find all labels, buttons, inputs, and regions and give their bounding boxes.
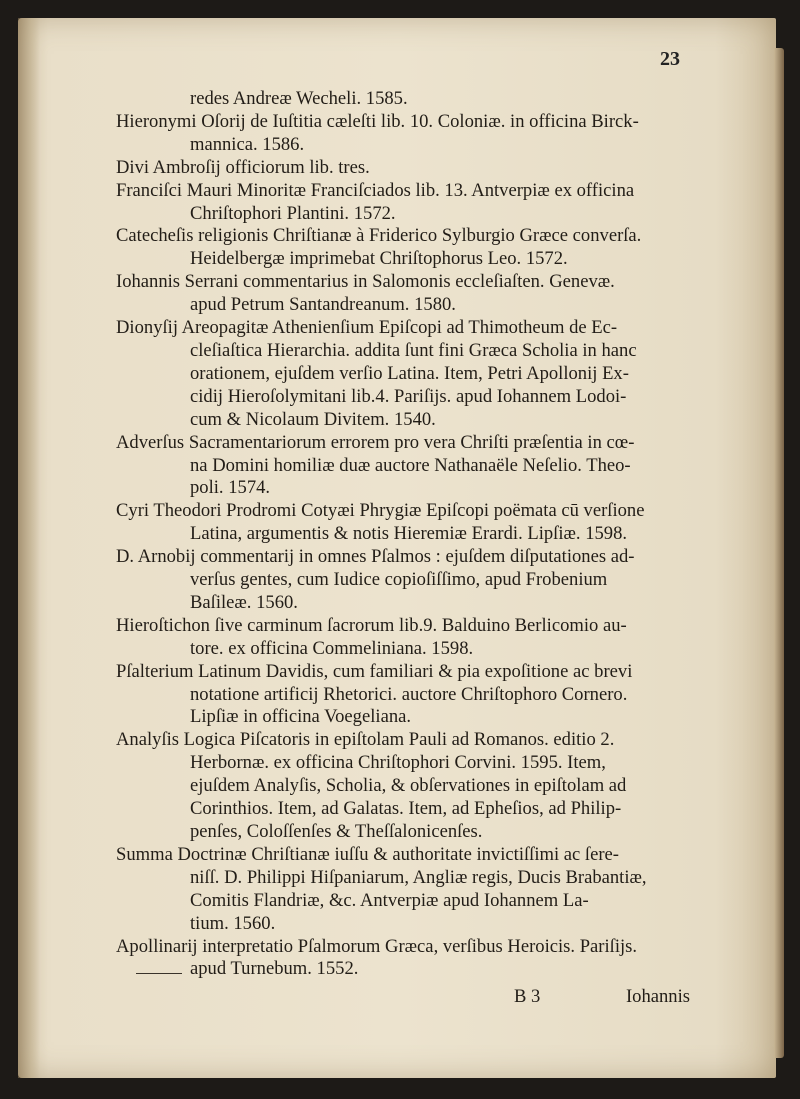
book-page <box>18 18 776 1078</box>
ornament-rule <box>136 973 182 974</box>
text-line: cum & Nicolaum Divitem. 1540. <box>190 408 436 430</box>
text-line: Analyſis Logica Piſcatoris in epiſtolam Pauli ad Romanos. editio 2. <box>116 729 615 751</box>
text-line: Divi Ambroſij officiorum lib. tres. <box>116 156 370 178</box>
text-line: Apollinarij interpretatio Pſalmorum Græca, verſibus Heroicis. Pariſijs. <box>116 935 638 957</box>
page-number: 23 <box>660 48 680 70</box>
text-line: Adverſus Sacramentariorum errorem pro vera Chriſti præſentia in cœ- <box>116 431 635 453</box>
text-line: Lipſiæ in officina Voegeliana. <box>190 706 412 728</box>
text-line: Heidelbergæ imprimebat Chriſtophorus Leo. 1572. <box>190 248 568 270</box>
text-line: niſſ. D. Philippi Hiſpaniarum, Angliæ regis, Ducis Brabantiæ, <box>190 866 647 888</box>
text-line: Dionyſij Areopagitæ Athenienſium Epiſcopi ad Thimotheum de Ec- <box>116 317 618 339</box>
text-line: tore. ex officina Commeliniana. 1598. <box>190 637 474 659</box>
text-line: orationem, ejuſdem verſio Latina. Item, Petri Apollonij Ex- <box>190 362 629 384</box>
text-line: verſus gentes, cum Iudice copioſiſſimo, apud Frobenium <box>190 569 608 591</box>
text-line: D. Arnobij commentarij in omnes Pſalmos : ejuſdem diſputationes ad- <box>116 546 635 568</box>
text-line: apud Petrum Santandreanum. 1580. <box>190 294 456 316</box>
text-line: apud Turnebum. 1552. <box>190 958 359 980</box>
text-line: penſes, Coloſſenſes & Theſſalonicenſes. <box>190 821 483 842</box>
text-line: Latina, argumentis & notis Hieremiæ Erardi. Lipſiæ. 1598. <box>190 523 628 545</box>
text-line: Summa Doctrinæ Chriſtianæ iuſſu & authoritate invictiſſimi ac ſere- <box>116 843 619 865</box>
text-line: Comitis Flandriæ, &c. Antverpiæ apud Iohannem La- <box>190 889 589 911</box>
text-line: Herbornæ. ex officina Chriſtophori Corvini. 1595. Item, <box>190 752 606 774</box>
text-line: ejuſdem Analyſis, Scholia, & obſervationes in epiſtolam ad <box>190 775 627 797</box>
page-footer <box>116 986 708 1012</box>
text-line: notatione artificij Rhetorici. auctore Chriſtophoro Cornero. <box>190 683 628 705</box>
text-line: cidij Hieroſolymitani lib.4. Pariſijs. apud Iohannem Lodoi- <box>190 385 627 407</box>
text-line: Iohannis Serrani commentarius in Salomonis eccleſiaſten. Genevæ. <box>116 271 615 293</box>
signature-mark: B 3 <box>514 986 541 1007</box>
page-gutter <box>18 18 40 1078</box>
text-line: Hieronymi Oſorij de Iuſtitia cæleſti lib. 10. Coloniæ. in officina Birck- <box>116 110 639 132</box>
page-edge <box>774 48 784 1058</box>
text-line: na Domini homiliæ duæ auctore Nathanaële Neſelio. Theo- <box>190 454 631 476</box>
text-line: Cyri Theodori Prodromi Cotyæi Phrygiæ Epiſcopi poëmata cū verſione <box>116 500 645 522</box>
catchword: Iohannis <box>625 986 690 1007</box>
text-line: mannica. 1586. <box>190 133 305 155</box>
text-line: Corinthios. Item, ad Galatas. Item, ad Epheſios, ad Philip- <box>190 798 622 820</box>
text-line: tium. 1560. <box>190 912 276 934</box>
text-line: Catecheſis religionis Chriſtianæ à Friderico Sylburgio Græce converſa. <box>116 225 642 247</box>
text-line: Baſileæ. 1560. <box>190 591 298 613</box>
text-line: redes Andreæ Wecheli. 1585. <box>190 88 408 109</box>
text-line: Hieroſtichon ſive carminum ſacrorum lib.9. Balduino Berlicomio au- <box>116 614 627 636</box>
text-line: Pſalterium Latinum Davidis, cum familiari & pia expoſitione ac brevi <box>116 660 633 682</box>
text-line: poli. 1574. <box>190 477 271 499</box>
bibliography-list <box>116 88 708 981</box>
text-line: Chriſtophori Plantini. 1572. <box>190 202 396 224</box>
text-line: Franciſci Mauri Minoritæ Franciſciados lib. 13. Antverpiæ ex officina <box>116 179 635 201</box>
text-line: cleſiaſtica Hierarchia. addita ſunt fini Græca Scholia in hanc <box>190 339 637 361</box>
